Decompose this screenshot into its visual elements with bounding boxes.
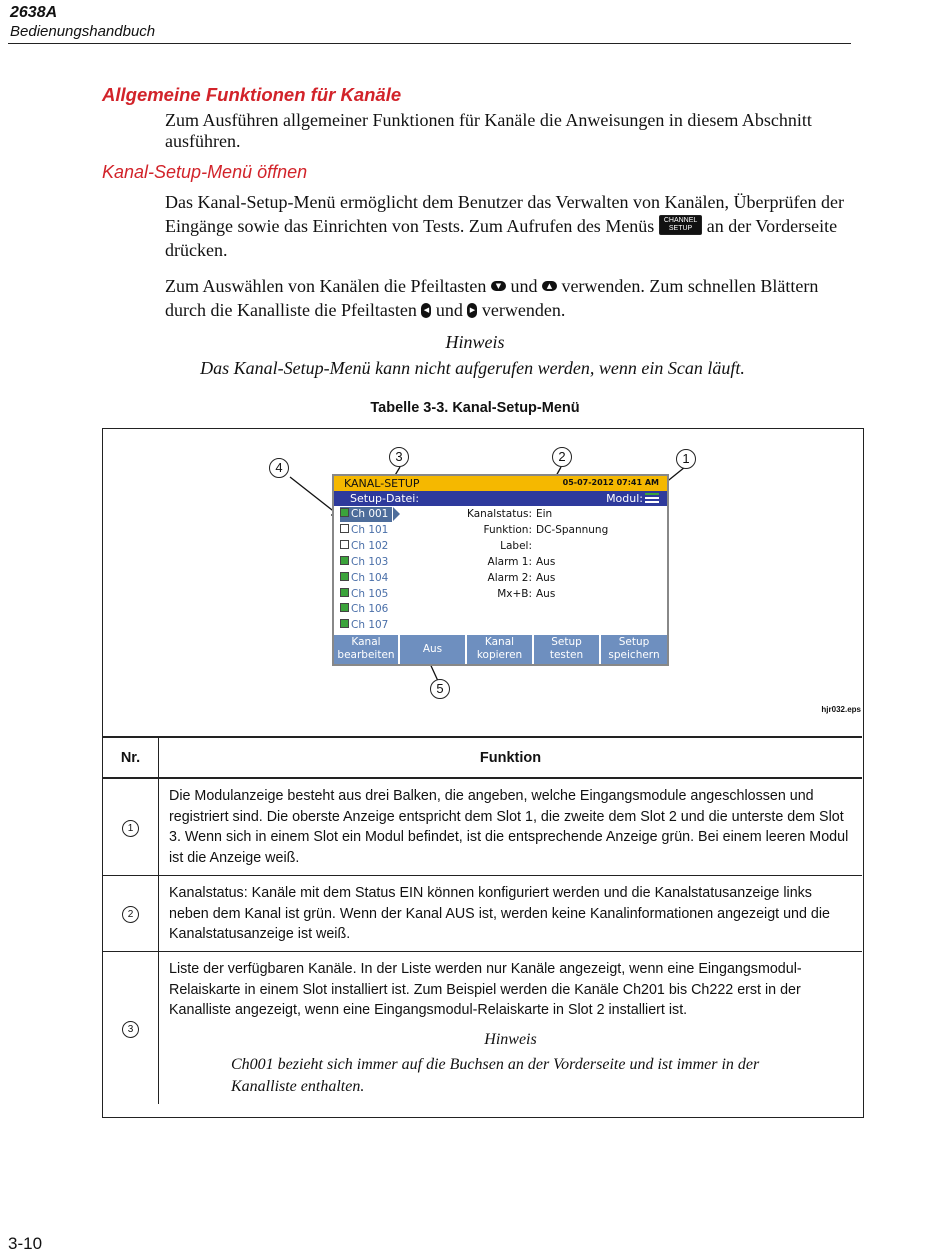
screen-title: KANAL-SETUP — [344, 477, 420, 490]
paragraph-text: verwenden. — [481, 300, 566, 320]
paragraph-arrow-keys — [165, 274, 845, 322]
row-number-cell — [103, 778, 159, 875]
channel-name: Ch 102 — [351, 539, 389, 552]
softkey-label: speichern — [608, 649, 660, 661]
module-indicator-icon — [645, 493, 659, 505]
channel-list-item[interactable] — [340, 602, 388, 617]
row-number: 2 — [122, 906, 139, 923]
callout-1: 1 — [676, 449, 696, 469]
arrow-left-key-icon: ◀ — [421, 303, 431, 318]
channel-list-item[interactable] — [340, 618, 388, 633]
info-key: Alarm 2: — [487, 571, 532, 584]
softkey-off[interactable] — [400, 635, 467, 664]
channel-name: Ch 101 — [351, 523, 389, 536]
paragraph-text: verwenden. Zum schnellen Blättern durch die Kanalliste die Pfeiltasten — [165, 276, 819, 320]
softkey-bar — [334, 635, 667, 664]
channel-status-indicator — [340, 603, 349, 612]
function-table-frame — [102, 428, 864, 1118]
figure-file-label: hjr032.eps — [821, 705, 861, 714]
key-label-line2: SETUP — [668, 225, 693, 232]
softkey-label: Setup — [618, 636, 650, 648]
softkey-label: Setup — [551, 636, 582, 648]
channel-status-indicator — [340, 588, 349, 597]
page-number: 3-10 — [8, 1234, 43, 1253]
row-number: 3 — [122, 1021, 139, 1038]
table-row — [103, 778, 862, 875]
softkey-edit-channel[interactable] — [334, 635, 400, 664]
info-key: Label: — [500, 539, 532, 552]
info-value: Ein — [536, 508, 553, 520]
channel-name: Ch 103 — [351, 555, 389, 568]
info-value: DC-Spannung — [536, 523, 609, 536]
channel-status-indicator — [340, 572, 349, 581]
info-key: Funktion: — [483, 523, 532, 536]
row-description: Die Modulanzeige besteht aus drei Balken, die angeben, welche Eingangsmodule angeschlossen und registriert sind. Die oberste Anzeige entspricht dem Slot 1, die zweite dem Slot 2 und die unterste dem Slot 3. Wenn sich in einem Slot ein Modul befindet, ist die entsprechende Anzeige grün. Bei einem leeren Modul ist die Anzeige weiß. — [159, 778, 863, 875]
device-screen — [332, 474, 669, 666]
softkey-copy-channel[interactable] — [467, 635, 534, 664]
info-key: Alarm 1: — [487, 555, 532, 568]
info-value: Aus — [536, 555, 556, 568]
screen-subtitle-bar — [334, 491, 667, 506]
callout-3: 3 — [389, 447, 409, 467]
softkey-label: bearbeiten — [337, 649, 395, 661]
column-header-function: Funktion — [159, 737, 863, 778]
note-text: Das Kanal-Setup-Menü kann nicht aufgerufen werden, wenn ein Scan läuft. — [200, 358, 745, 378]
info-key: Kanalstatus: — [467, 508, 532, 520]
channel-name: Ch 107 — [351, 619, 389, 632]
function-table — [103, 736, 862, 1104]
screen-title-bar — [334, 476, 667, 491]
callout-4: 4 — [269, 458, 289, 478]
column-header-nr: Nr. — [103, 737, 159, 778]
channel-name: Ch 105 — [351, 587, 389, 600]
info-value: Aus — [536, 571, 556, 584]
info-key: Mx+B: — [497, 587, 532, 600]
table-caption: Tabelle 3-3. Kanal-Setup-Menü — [370, 400, 580, 416]
row-number-cell — [103, 951, 159, 1104]
softkey-label: testen — [549, 649, 584, 661]
module-label: Modul: — [606, 492, 643, 505]
softkey-label: Aus — [422, 643, 443, 655]
arrow-down-key-icon: ▼ — [491, 281, 506, 291]
section-heading-general-functions: Allgemeine Funktionen für Kanäle — [102, 84, 402, 105]
channel-status-indicator — [340, 556, 349, 565]
table-row — [103, 875, 862, 951]
table-row — [103, 951, 862, 1104]
channel-status-indicator — [340, 540, 349, 549]
section-heading-open-setup-menu: Kanal-Setup-Menü öffnen — [102, 162, 308, 182]
row-description: Kanalstatus: Kanäle mit dem Status EIN können konfiguriert werden und die Kanalstatusanzeige links neben dem Kanal ist grün. Wenn der Kanal AUS ist, werden keine Kanalinformationen angezeigt und die Kanalstatusanzeige ist weiß. — [159, 875, 863, 951]
channel-name: Ch 106 — [351, 603, 389, 616]
channel-status-indicator — [340, 508, 349, 517]
paragraph-text: Das Kanal-Setup-Menü ermöglicht dem Benutzer das Verwalten von Kanälen, Überprüfen der Eingänge sowie das Einrichten von Tests. Zum Aufrufen des Menüs — [165, 192, 844, 236]
paragraph-text: an der Vorderseite drücken. — [165, 216, 838, 260]
row-number-cell — [103, 875, 159, 951]
row-note-title: Hinweis — [484, 1031, 537, 1049]
setup-file-label: Setup-Datei: — [350, 492, 420, 505]
channel-setup-key-icon — [659, 215, 702, 235]
row-number: 1 — [122, 820, 139, 837]
row-description: Liste der verfügbaren Kanäle. In der Liste werden nur Kanäle angezeigt, wenn eine Eingangsmodul-Relaiskarte in einem Slot installiert ist. Zum Beispiel werden die Kanäle Ch201 bis Ch222 erst in der Kanalliste angezeigt, wenn eine Eingangsmodul-Relaiskarte in Slot 2 installiert ist. — [169, 960, 802, 1019]
section-paragraph-general: Zum Ausführen allgemeiner Funktionen für Kanäle die Anweisungen in diesem Abschnitt ausführen. — [165, 110, 812, 151]
softkey-label: kopieren — [476, 649, 523, 661]
note-title: Hinweis — [445, 332, 505, 352]
paragraph-text: und — [510, 276, 538, 296]
header-model: 2638A — [10, 4, 58, 21]
callout-5: 5 — [430, 679, 450, 699]
softkey-test-setup[interactable] — [534, 635, 601, 664]
softkey-save-setup[interactable] — [601, 635, 667, 664]
arrow-right-key-icon: ▶ — [467, 303, 477, 318]
row-description-cell — [159, 951, 863, 1104]
arrow-up-key-icon: ▲ — [542, 281, 557, 291]
softkey-label: Kanal — [484, 636, 515, 648]
paragraph-text: Zum Auswählen von Kanälen die Pfeiltasten — [165, 276, 487, 296]
channel-name: Ch 001 — [351, 508, 389, 520]
header-divider — [8, 43, 851, 44]
key-label-line1: CHANNEL — [663, 217, 698, 224]
channel-name: Ch 104 — [351, 571, 389, 584]
header-manual-title: Bedienungshandbuch — [10, 23, 156, 40]
paragraph-text: und — [435, 300, 463, 320]
info-value: Aus — [536, 587, 556, 600]
row-note-text: Ch001 bezieht sich immer auf die Buchsen an der Vorderseite und ist immer in der Kanalliste enthalten. — [231, 1056, 760, 1096]
paragraph-setup-menu — [165, 190, 845, 262]
screen-datetime: 05-07-2012 07:41 AM — [562, 478, 659, 487]
callout-2: 2 — [552, 447, 572, 467]
channel-status-indicator — [340, 619, 349, 628]
channel-status-indicator — [340, 524, 349, 533]
softkey-label: Kanal — [351, 636, 381, 648]
